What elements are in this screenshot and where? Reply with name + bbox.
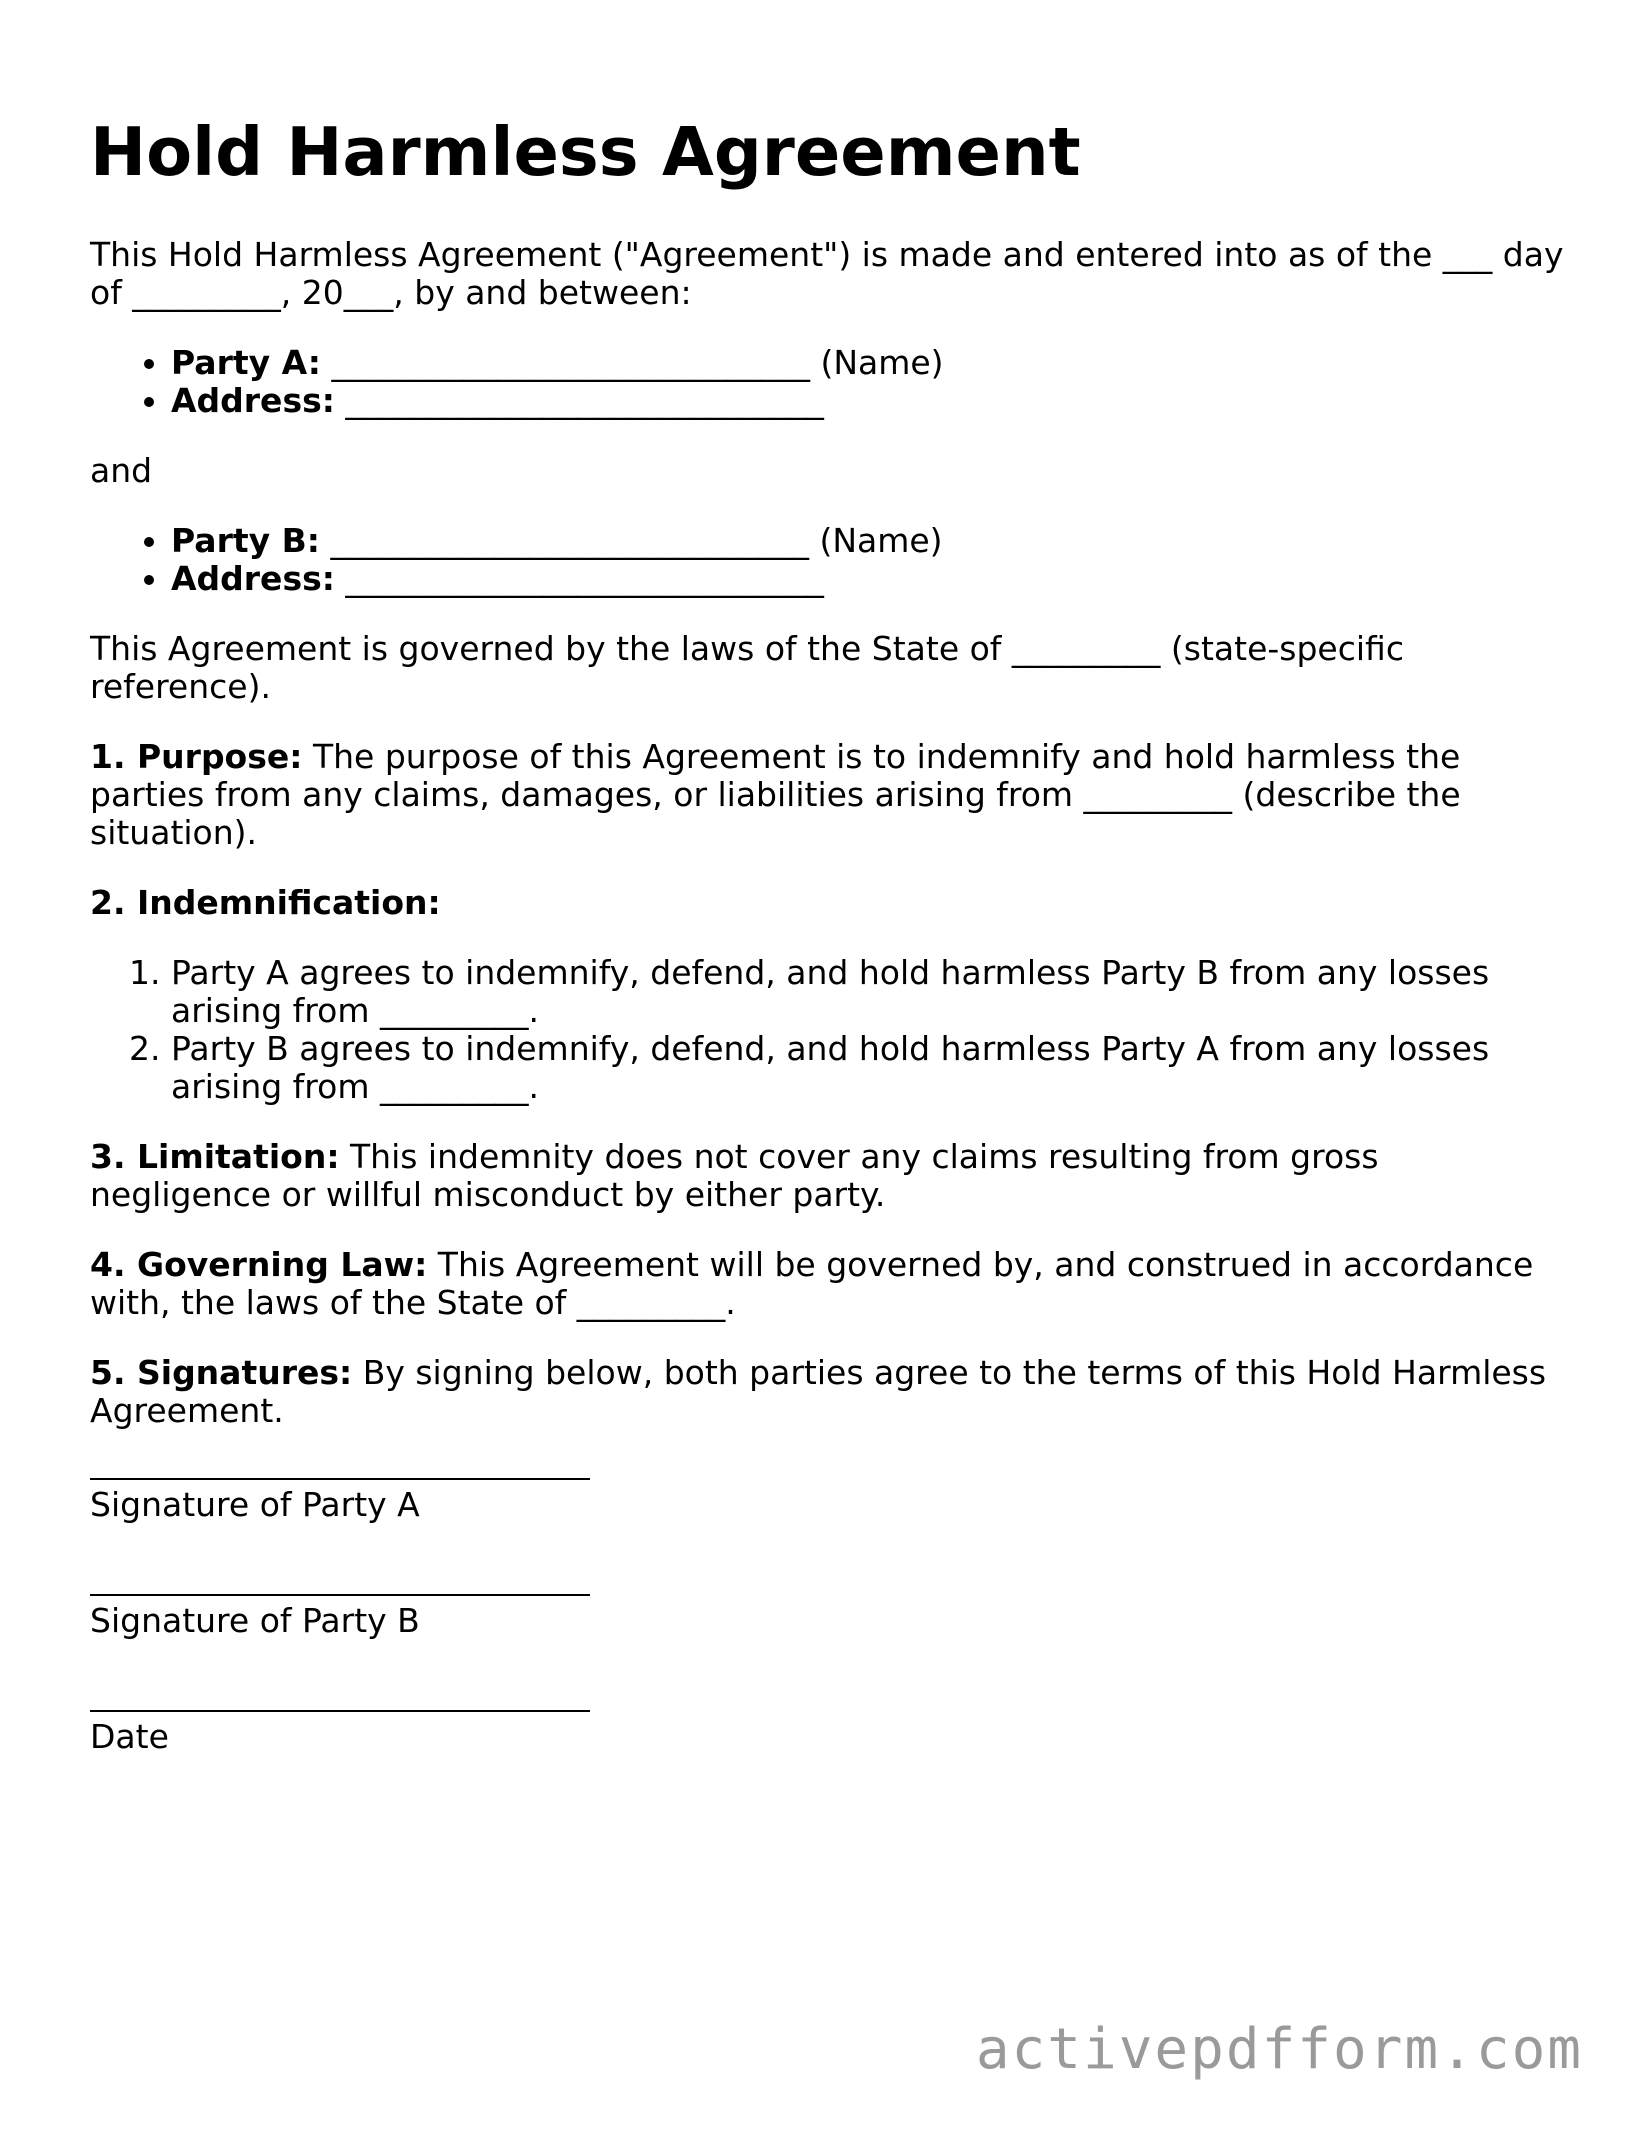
signatures-heading: 5. Signatures: <box>90 1353 353 1392</box>
party-b-address-item <box>171 560 1570 598</box>
signature-line <box>90 1478 590 1480</box>
signature-label: Date <box>90 1717 169 1756</box>
and-text: and <box>90 451 153 490</box>
party-a-address-item <box>171 382 1570 420</box>
signatures-text: By signing below, both parties agree to the terms of this Hold Harmless Agreement. <box>90 1353 1547 1430</box>
signature-label: Signature of Party B <box>90 1601 420 1640</box>
limitation-section <box>90 1138 1570 1214</box>
limitation-text: This indemnity does not cover any claims resulting from gross negligence or willful misconduct by either party. <box>90 1137 1379 1214</box>
signature-party-a <box>90 1478 1570 1524</box>
party-a-name-label: Party A: <box>171 343 321 382</box>
party-a-name-field: _____________________________ (Name) <box>320 343 944 382</box>
purpose-section <box>90 738 1570 852</box>
party-b-list <box>90 522 1570 598</box>
signature-block <box>90 1478 1570 1756</box>
indemnification-heading-paragraph <box>90 884 1570 922</box>
indemnification-item: 2. Party B agrees to indemnify, defend, and hold harmless Party A from any losses arising from _________. <box>171 1030 1570 1106</box>
signature-line <box>90 1594 590 1596</box>
party-a-address-label: Address: <box>171 381 335 420</box>
party-b-name-item <box>171 522 1570 560</box>
document-page <box>90 112 1570 1826</box>
governing-intro-paragraph: This Agreement is governed by the laws of the State of _________ (state-specific reference). <box>90 629 1404 706</box>
indemnification-item: 1. Party A agrees to indemnify, defend, and hold harmless Party B from any losses arising from _________. <box>171 954 1570 1030</box>
watermark-text: activepdfform.com <box>975 2017 1583 2082</box>
limitation-heading: 3. Limitation: <box>90 1137 340 1176</box>
indemnification-heading: 2. Indemnification: <box>90 883 441 922</box>
party-a-name-item <box>171 344 1570 382</box>
party-b-name-label: Party B: <box>171 521 320 560</box>
intro-paragraph: This Hold Harmless Agreement ("Agreement") is made and entered into as of the ___ day of _________, 20___, by and between: <box>90 235 1564 312</box>
signature-party-b <box>90 1594 1570 1640</box>
signature-date <box>90 1710 1570 1756</box>
party-b-address-label: Address: <box>171 559 335 598</box>
indemnification-list <box>90 954 1570 1106</box>
party-b-name-field: _____________________________ (Name) <box>319 521 943 560</box>
signatures-section <box>90 1354 1570 1430</box>
governing-law-heading: 4. Governing Law: <box>90 1245 428 1284</box>
purpose-heading: 1. Purpose: <box>90 737 303 776</box>
governing-law-text: This Agreement will be governed by, and construed in accordance with, the laws of the State of _________. <box>90 1245 1534 1322</box>
party-a-address-field: _____________________________ <box>334 381 824 420</box>
signature-line <box>90 1710 590 1712</box>
signature-label: Signature of Party A <box>90 1485 420 1524</box>
party-a-list <box>90 344 1570 420</box>
party-b-address-field: _____________________________ <box>334 559 824 598</box>
governing-law-section <box>90 1246 1570 1322</box>
purpose-text: The purpose of this Agreement is to indemnify and hold harmless the parties from any claims, damages, or liabilities arising from _________ (describe the situation). <box>90 737 1461 852</box>
document-title: Hold Harmless Agreement <box>90 113 1081 191</box>
